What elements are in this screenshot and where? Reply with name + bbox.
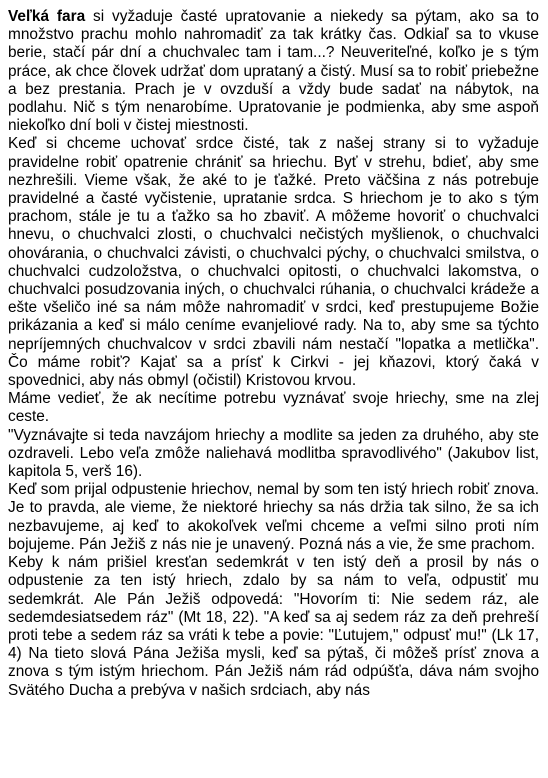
- lead-bold-text: Veľká fara: [8, 8, 86, 25]
- paragraph-6: Keby k nám prišiel kresťan sedemkrát v ten istý deň a prosil by nás o odpustenie za ten istý hriech, zdalo by sa nám to veľa, odpustiť mu sedemkrát. Ale Pán Ježiš odpovedá: "Hovorím ti: Nie sedem ráz, ale sedemdesiatsedem ráz" (Mt 18, 22). "A keď sa aj sedem ráz za deň prehreší proti tebe a sedem ráz sa vráti k tebe a povie: "Ľutujem," odpusť mu!" (Lk 17, 4) Na tieto slová Pána Ježiša mysli, keď sa pýtaš, či môžeš prísť znova a znova s tým istým hriechom. Pán Ježiš nám rád odpúšťa, dáva nám svojho Svätého Ducha a prebýva v našich srdciach, aby nás: [8, 554, 539, 699]
- paragraph-5: Keď som prijal odpustenie hriechov, nemal by som ten istý hriech robiť znova. Je to pravda, ale vieme, že niektoré hriechy sa nás držia tak silno, že sa ich nezbavujeme, aj keď to akokoľvek veľmi chceme a veľmi silno proti ním bojujeme. Pán Ježiš z nás nie je unavený. Pozná nás a vie, že sme prachom.: [8, 481, 539, 553]
- paragraph-3: Máme vedieť, že ak necítime potrebu vyznávať svoje hriechy, sme na zlej ceste.: [8, 390, 539, 426]
- paragraph-1: [8, 8, 539, 135]
- paragraph-2: Keď si chceme uchovať srdce čisté, tak z našej strany si to vyžaduje pravidelne robiť opatrenie chrániť sa hriechu. Byť v strehu, bdieť, aby sme nezhrešili. Vieme však, že aké to je ťažké. Preto väčšina z nás potrebuje pravidelné a časté vyčistenie, upratanie srdca. S hriechom je to ako s tým prachom, stále je tu a ťažko sa ho zbaviť. A môžeme hovoriť o chuchvalci hnevu, o chuchvalci zlosti, o chuchvalci nečistých myšlienok, o chuchvalci ohovárania, o chuchvalci závisti, o chuchvalci pýchy, o chuchvalci smilstva, o chuchvalci cudzoložstva, o chuchvalci opitosti, o chuchvalci lakomstva, o chuchvalci posudzovania iných, o chuchvalci rúhania, o chuchvalci krádeže a ešte všeličo iné sa nám môže nahromadiť v srdci, keď prestupujeme Božie prikázania a keď si málo ceníme evanjeliové rady. Na to, aby sme sa týchto nepríjemných chuchvalcov v srdci zbavili nám nestačí "lopatka a metlička". Čo máme robiť? Kajať sa a prísť k Cirkvi - jej kňazovi, ktorý čaká v spovednici, aby nás obmyl (očistil) Kristovou krvou.: [8, 135, 539, 390]
- paragraph-4: "Vyznávajte si teda navzájom hriechy a modlite sa jeden za druhého, aby ste ozdraveli. Lebo veľa zmôže naliehavá modlitba spravodlivého" (Jakubov list, kapitola 5, verš 16).: [8, 426, 539, 481]
- paragraph-1-text: si vyžaduje časté upratovanie a niekedy sa pýtam, ako sa to množstvo prachu mohlo nahromadiť za tak krátky čas. Odkiaľ sa to vkuse berie, stačí pár dní a chuchvalec tam i tam...? Neuveriteľné, koľko je s tým práce, ak chce človek udržať dom uprataný a čistý. Musí sa to robiť priebežne a bez prestania. Prach je v ovzduší a vždy bude sadať na nábytok, na podlahu. Nič s tým nenarobíme. Upratovanie je podmienka, aby sme aspoň niekoľko dní boli v čistej miestnosti.: [8, 8, 539, 135]
- document-page: [8, 8, 539, 700]
